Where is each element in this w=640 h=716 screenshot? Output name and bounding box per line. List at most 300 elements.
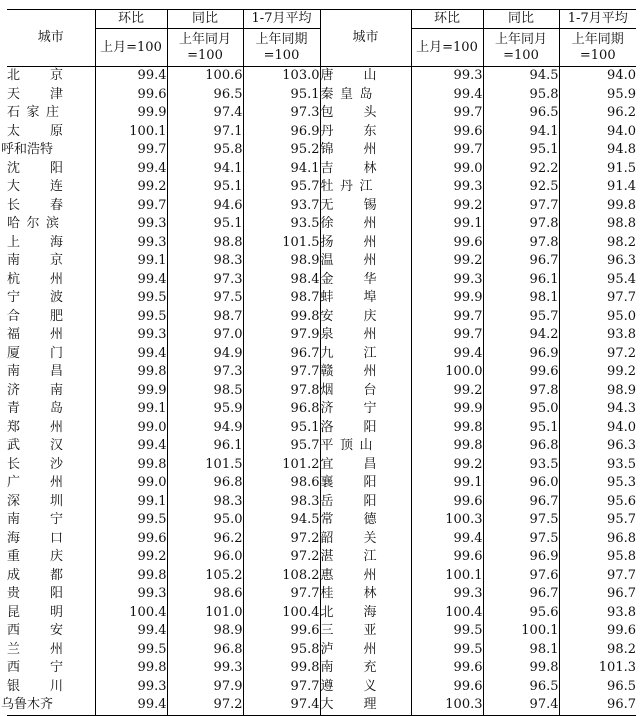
avg-index-cell: 95.3: [559, 474, 636, 493]
header-avg-base-left: 上年同期 =100: [243, 29, 320, 67]
yoy-index-cell: 94.2: [483, 326, 559, 345]
yoy-index-cell: 96.0: [483, 474, 559, 493]
table-row: [7, 641, 636, 660]
mom-index-cell: 99.1: [411, 215, 483, 234]
yoy-index-cell: 97.5: [483, 511, 559, 530]
header-yoy-base-right: 上年同月 =100: [483, 29, 559, 67]
avg-index-cell: 98.2: [559, 641, 636, 660]
city-name-cell: 天津: [7, 86, 63, 102]
avg-index-cell: 98.7: [243, 289, 320, 308]
header-avg-right: 1-7月平均: [559, 10, 636, 29]
yoy-index-cell: 99.3: [167, 659, 243, 678]
mom-index-cell: 100.3: [411, 696, 483, 715]
avg-index-cell: 101.5: [243, 234, 320, 253]
avg-index-cell: 97.2: [243, 530, 320, 549]
city-name-cell: 郑州: [7, 419, 63, 435]
avg-index-cell: 97.7: [243, 585, 320, 604]
header-avg-left: 1-7月平均: [243, 10, 320, 29]
city-name-cell: 北海: [320, 604, 411, 623]
city-name-cell: 沈阳: [7, 160, 63, 176]
yoy-index-cell: 96.7: [483, 252, 559, 271]
avg-index-cell: 103.0: [243, 67, 320, 86]
city-name-cell: 宜昌: [320, 456, 411, 475]
mom-index-cell: 99.7: [411, 308, 483, 327]
city-name-cell: 北京: [7, 67, 95, 86]
avg-index-cell: 96.7: [243, 345, 320, 364]
city-name-cell: 赣州: [320, 363, 411, 382]
mom-index-cell: 99.1: [95, 252, 167, 271]
city-name-cell: 济宁: [320, 400, 411, 419]
yoy-index-cell: 98.1: [483, 641, 559, 660]
yoy-index-cell: 97.5: [483, 530, 559, 549]
mom-index-cell: 99.1: [411, 474, 483, 493]
price-index-table-container: [1, 9, 636, 716]
city-name-cell: 合肥: [7, 308, 63, 324]
yoy-index-cell: 98.6: [167, 585, 243, 604]
avg-index-cell: 91.4: [559, 178, 636, 197]
yoy-index-cell: 98.8: [167, 234, 243, 253]
avg-index-cell: 98.9: [243, 252, 320, 271]
table-row: [7, 678, 636, 697]
avg-index-cell: 97.7: [559, 289, 636, 308]
mom-index-cell: 99.4: [411, 345, 483, 364]
mom-index-cell: 99.0: [411, 160, 483, 179]
table-row: [7, 622, 636, 641]
avg-index-cell: 98.8: [559, 215, 636, 234]
yoy-index-cell: 95.1: [483, 141, 559, 160]
table-row: [7, 104, 636, 123]
avg-index-cell: 94.1: [243, 160, 320, 179]
yoy-index-cell: 95.9: [167, 400, 243, 419]
city-name-cell: 常德: [320, 511, 411, 530]
mom-index-cell: 99.4: [95, 622, 167, 641]
avg-index-cell: 93.5: [243, 215, 320, 234]
table-row: [7, 363, 636, 382]
mom-index-cell: 99.5: [95, 308, 167, 327]
city-name-cell: 济南: [7, 382, 63, 398]
yoy-index-cell: 94.1: [483, 123, 559, 142]
city-name-cell: 广州: [7, 475, 63, 491]
city-name-cell: 杭州: [7, 271, 63, 287]
mom-index-cell: 99.3: [411, 271, 483, 290]
yoy-index-cell: 96.0: [167, 548, 243, 567]
mom-index-cell: 99.4: [95, 696, 167, 715]
mom-index-cell: 99.6: [411, 659, 483, 678]
header-avg-base-right: 上年同期 =100: [559, 29, 636, 67]
yoy-index-cell: 96.5: [483, 678, 559, 697]
header-mom-base-left: 上月=100: [95, 29, 167, 67]
avg-index-cell: 95.4: [559, 271, 636, 290]
mom-index-cell: 99.8: [411, 437, 483, 456]
city-name-cell: 福州: [7, 327, 63, 343]
mom-index-cell: 99.2: [411, 252, 483, 271]
mom-index-cell: 99.4: [95, 67, 167, 86]
yoy-index-cell: 95.0: [167, 511, 243, 530]
avg-index-cell: 94.0: [559, 123, 636, 142]
yoy-index-cell: 97.0: [167, 326, 243, 345]
city-name-cell: 温州: [320, 252, 411, 271]
yoy-index-cell: 95.7: [483, 308, 559, 327]
mom-index-cell: 99.6: [411, 234, 483, 253]
avg-index-cell: 95.0: [559, 308, 636, 327]
avg-index-cell: 98.9: [559, 382, 636, 401]
yoy-index-cell: 97.2: [167, 696, 243, 715]
mom-index-cell: 99.4: [411, 530, 483, 549]
city-name-cell: 平顶山: [320, 437, 411, 456]
yoy-index-cell: 93.5: [483, 456, 559, 475]
mom-index-cell: 99.7: [95, 141, 167, 160]
table-row: [7, 456, 636, 475]
mom-index-cell: 99.5: [95, 289, 167, 308]
city-name-cell: 三亚: [320, 622, 411, 641]
city-name-cell: 厦门: [7, 345, 63, 361]
header-mom-base-right: 上月=100: [411, 29, 483, 67]
yoy-index-cell: 97.4: [483, 696, 559, 715]
yoy-index-cell: 97.4: [167, 104, 243, 123]
yoy-index-cell: 95.1: [167, 178, 243, 197]
mom-index-cell: 99.3: [411, 585, 483, 604]
city-name-cell: 长沙: [7, 456, 63, 472]
yoy-index-cell: 97.9: [167, 678, 243, 697]
yoy-index-cell: 95.6: [483, 604, 559, 623]
table-row: [7, 474, 636, 493]
yoy-index-cell: 94.9: [167, 345, 243, 364]
avg-index-cell: 93.8: [559, 326, 636, 345]
yoy-index-cell: 99.8: [483, 659, 559, 678]
mom-index-cell: 99.9: [95, 104, 167, 123]
city-name-cell: 金华: [320, 271, 411, 290]
mom-index-cell: 99.9: [411, 400, 483, 419]
city-name-cell: 呼和浩特: [1, 142, 54, 158]
table-row: [7, 493, 636, 512]
mom-index-cell: 99.4: [95, 437, 167, 456]
avg-index-cell: 97.2: [559, 345, 636, 364]
mom-index-cell: 99.7: [95, 197, 167, 216]
city-name-cell: 乌鲁木齐: [7, 696, 95, 715]
city-name-cell: 包头: [320, 104, 411, 123]
yoy-index-cell: 96.7: [483, 493, 559, 512]
mom-index-cell: 99.1: [95, 493, 167, 512]
avg-index-cell: 94.8: [559, 141, 636, 160]
mom-index-cell: 99.3: [95, 234, 167, 253]
city-name-cell: 泸州: [320, 641, 411, 660]
city-price-index-table: [1, 9, 636, 716]
avg-index-cell: 97.9: [243, 326, 320, 345]
city-name-cell: 安庆: [320, 308, 411, 327]
mom-index-cell: 99.2: [95, 178, 167, 197]
mom-index-cell: 100.1: [411, 567, 483, 586]
avg-index-cell: 97.8: [243, 382, 320, 401]
city-name-cell: 蚌埠: [320, 289, 411, 308]
avg-index-cell: 98.2: [559, 234, 636, 253]
mom-index-cell: 99.8: [411, 419, 483, 438]
city-name-cell: 无锡: [320, 197, 411, 216]
city-name-cell: 锦州: [320, 141, 411, 160]
avg-index-cell: 95.1: [243, 86, 320, 105]
table-row: [7, 530, 636, 549]
city-name-cell: 南充: [320, 659, 411, 678]
mom-index-cell: 100.4: [95, 604, 167, 623]
avg-index-cell: 98.3: [243, 493, 320, 512]
avg-index-cell: 100.4: [243, 604, 320, 623]
avg-index-cell: 98.4: [243, 271, 320, 290]
city-name-cell: 上海: [7, 234, 63, 250]
table-row: [7, 659, 636, 678]
yoy-index-cell: 96.9: [483, 548, 559, 567]
mom-index-cell: 99.6: [411, 548, 483, 567]
mom-index-cell: 99.0: [95, 419, 167, 438]
mom-index-cell: 99.3: [95, 678, 167, 697]
table-row: [7, 548, 636, 567]
city-name-cell: 西宁: [7, 660, 63, 676]
yoy-index-cell: 97.5: [167, 289, 243, 308]
yoy-index-cell: 98.1: [483, 289, 559, 308]
yoy-index-cell: 96.9: [483, 345, 559, 364]
city-name-cell: 银川: [7, 678, 63, 694]
avg-index-cell: 97.4: [243, 696, 320, 715]
city-name-cell: 武汉: [7, 438, 63, 454]
mom-index-cell: 99.0: [95, 474, 167, 493]
city-name-cell: 大连: [7, 179, 63, 195]
avg-index-cell: 91.5: [559, 160, 636, 179]
avg-index-cell: 96.9: [243, 123, 320, 142]
yoy-index-cell: 96.8: [167, 474, 243, 493]
avg-index-cell: 95.8: [243, 641, 320, 660]
avg-index-cell: 96.7: [559, 696, 636, 715]
yoy-index-cell: 95.8: [167, 141, 243, 160]
mom-index-cell: 99.8: [95, 456, 167, 475]
yoy-index-cell: 96.8: [167, 641, 243, 660]
header-city-left: 城市: [7, 10, 95, 67]
avg-index-cell: 95.9: [559, 86, 636, 105]
avg-index-cell: 97.2: [243, 548, 320, 567]
table-row: [7, 419, 636, 438]
mom-index-cell: 99.9: [411, 289, 483, 308]
yoy-index-cell: 92.2: [483, 160, 559, 179]
city-name-cell: 成都: [7, 567, 63, 583]
table-row: [7, 511, 636, 530]
table-row: [7, 141, 636, 160]
avg-index-cell: 97.7: [559, 567, 636, 586]
city-name-cell: 扬州: [320, 234, 411, 253]
mom-index-cell: 99.3: [95, 215, 167, 234]
yoy-index-cell: 97.8: [483, 234, 559, 253]
city-name-cell: 遵义: [320, 678, 411, 697]
mom-index-cell: 100.0: [411, 363, 483, 382]
yoy-index-cell: 98.7: [167, 308, 243, 327]
city-name-cell: 昆明: [7, 604, 63, 620]
header-yoy-right: 同比: [483, 10, 559, 29]
yoy-index-cell: 95.0: [483, 400, 559, 419]
table-row: [7, 215, 636, 234]
city-name-cell: 宁波: [7, 290, 63, 306]
avg-index-cell: 96.7: [559, 585, 636, 604]
yoy-index-cell: 100.6: [167, 67, 243, 86]
yoy-index-cell: 97.3: [167, 271, 243, 290]
mom-index-cell: 99.2: [411, 382, 483, 401]
city-name-cell: 牡丹江: [320, 178, 411, 197]
avg-index-cell: 95.7: [243, 178, 320, 197]
city-name-cell: 韶关: [320, 530, 411, 549]
city-name-cell: 秦皇岛: [320, 86, 411, 105]
yoy-index-cell: 98.3: [167, 493, 243, 512]
table-row: [7, 604, 636, 623]
table-row: [7, 289, 636, 308]
avg-index-cell: 99.6: [243, 622, 320, 641]
mom-index-cell: 99.7: [411, 104, 483, 123]
city-name-cell: 丹东: [320, 123, 411, 142]
avg-index-cell: 94.5: [243, 511, 320, 530]
avg-index-cell: 99.2: [559, 363, 636, 382]
yoy-index-cell: 94.9: [167, 419, 243, 438]
city-name-cell: 徐州: [320, 215, 411, 234]
yoy-index-cell: 97.3: [167, 363, 243, 382]
city-name-cell: 惠州: [320, 567, 411, 586]
header-mom-right: 环比: [411, 10, 483, 29]
avg-index-cell: 96.8: [559, 530, 636, 549]
city-name-cell: 湛江: [320, 548, 411, 567]
mom-index-cell: 99.4: [95, 345, 167, 364]
header-city-right: 城市: [320, 10, 411, 67]
city-name-cell: 长春: [7, 197, 63, 213]
table-row: [7, 160, 636, 179]
mom-index-cell: 99.6: [411, 493, 483, 512]
table-row: [7, 271, 636, 290]
city-name-cell: 烟台: [320, 382, 411, 401]
mom-index-cell: 99.2: [411, 456, 483, 475]
mom-index-cell: 99.1: [95, 400, 167, 419]
avg-index-cell: 99.6: [559, 622, 636, 641]
mom-index-cell: 99.5: [95, 511, 167, 530]
avg-index-cell: 96.3: [559, 252, 636, 271]
mom-index-cell: 99.3: [411, 178, 483, 197]
avg-index-cell: 93.8: [559, 604, 636, 623]
avg-index-cell: 99.8: [559, 197, 636, 216]
yoy-index-cell: 94.5: [483, 67, 559, 86]
table-row: [7, 400, 636, 419]
avg-index-cell: 95.7: [243, 437, 320, 456]
yoy-index-cell: 98.9: [167, 622, 243, 641]
table-row: [7, 326, 636, 345]
mom-index-cell: 99.2: [411, 197, 483, 216]
yoy-index-cell: 95.1: [483, 419, 559, 438]
mom-index-cell: 99.3: [95, 326, 167, 345]
yoy-index-cell: 97.1: [167, 123, 243, 142]
table-row: [7, 197, 636, 216]
avg-index-cell: 108.2: [243, 567, 320, 586]
yoy-index-cell: 101.0: [167, 604, 243, 623]
city-name-cell: 唐山: [320, 67, 411, 86]
table-row: [7, 382, 636, 401]
avg-index-cell: 98.6: [243, 474, 320, 493]
avg-index-cell: 95.7: [559, 511, 636, 530]
yoy-index-cell: 101.5: [167, 456, 243, 475]
table-row: [7, 123, 636, 142]
yoy-index-cell: 96.1: [167, 437, 243, 456]
city-name-cell: 青岛: [7, 401, 63, 417]
mom-index-cell: 99.8: [95, 659, 167, 678]
city-name-cell: 兰州: [7, 641, 63, 657]
avg-index-cell: 95.6: [559, 493, 636, 512]
mom-index-cell: 99.6: [95, 86, 167, 105]
yoy-index-cell: 94.1: [167, 160, 243, 179]
yoy-index-cell: 92.5: [483, 178, 559, 197]
yoy-index-cell: 98.5: [167, 382, 243, 401]
header-yoy-base-left: 上年同月 =100: [167, 29, 243, 67]
header-mom-left: 环比: [95, 10, 167, 29]
avg-index-cell: 96.5: [559, 678, 636, 697]
city-name-cell: 洛阳: [320, 419, 411, 438]
city-name-cell: 泉州: [320, 326, 411, 345]
table-row: [7, 696, 636, 715]
mom-index-cell: 99.6: [411, 678, 483, 697]
mom-index-cell: 99.5: [95, 641, 167, 660]
table-row: [7, 234, 636, 253]
table-row: [7, 585, 636, 604]
yoy-index-cell: 96.7: [483, 585, 559, 604]
yoy-index-cell: 100.1: [483, 622, 559, 641]
mom-index-cell: 99.8: [95, 567, 167, 586]
avg-index-cell: 96.2: [559, 104, 636, 123]
table-row: [7, 178, 636, 197]
mom-index-cell: 99.7: [411, 326, 483, 345]
yoy-index-cell: 96.8: [483, 437, 559, 456]
avg-index-cell: 97.3: [243, 104, 320, 123]
mom-index-cell: 99.4: [95, 160, 167, 179]
mom-index-cell: 99.4: [95, 271, 167, 290]
mom-index-cell: 100.4: [411, 604, 483, 623]
city-name-cell: 岳阳: [320, 493, 411, 512]
yoy-index-cell: 98.3: [167, 252, 243, 271]
mom-index-cell: 99.8: [95, 363, 167, 382]
avg-index-cell: 101.3: [559, 659, 636, 678]
yoy-index-cell: 96.5: [167, 86, 243, 105]
yoy-index-cell: 96.2: [167, 530, 243, 549]
mom-index-cell: 99.5: [411, 622, 483, 641]
city-name-cell: 大理: [320, 696, 411, 715]
yoy-index-cell: 96.5: [483, 104, 559, 123]
mom-index-cell: 99.9: [95, 382, 167, 401]
city-name-cell: 襄阳: [320, 474, 411, 493]
avg-index-cell: 94.0: [559, 67, 636, 86]
city-name-cell: 西安: [7, 623, 63, 639]
city-name-cell: 重庆: [7, 549, 63, 565]
yoy-index-cell: 95.8: [483, 86, 559, 105]
avg-index-cell: 96.8: [243, 400, 320, 419]
avg-index-cell: 94.3: [559, 400, 636, 419]
avg-index-cell: 96.3: [559, 437, 636, 456]
yoy-index-cell: 94.6: [167, 197, 243, 216]
city-name-cell: 南昌: [7, 364, 63, 380]
mom-index-cell: 99.6: [95, 530, 167, 549]
avg-index-cell: 95.8: [559, 548, 636, 567]
yoy-index-cell: 96.1: [483, 271, 559, 290]
table-row: [7, 437, 636, 456]
city-name-cell: 九江: [320, 345, 411, 364]
avg-index-cell: 95.1: [243, 419, 320, 438]
avg-index-cell: 97.7: [243, 363, 320, 382]
city-name-cell: 吉林: [320, 160, 411, 179]
yoy-index-cell: 97.6: [483, 567, 559, 586]
table-row: [7, 67, 636, 86]
avg-index-cell: 94.0: [559, 419, 636, 438]
table-row: [7, 345, 636, 364]
city-name-cell: 南京: [7, 253, 63, 269]
city-name-cell: 贵阳: [7, 586, 63, 602]
table-row: [7, 567, 636, 586]
mom-index-cell: 99.4: [411, 86, 483, 105]
mom-index-cell: 99.3: [411, 67, 483, 86]
